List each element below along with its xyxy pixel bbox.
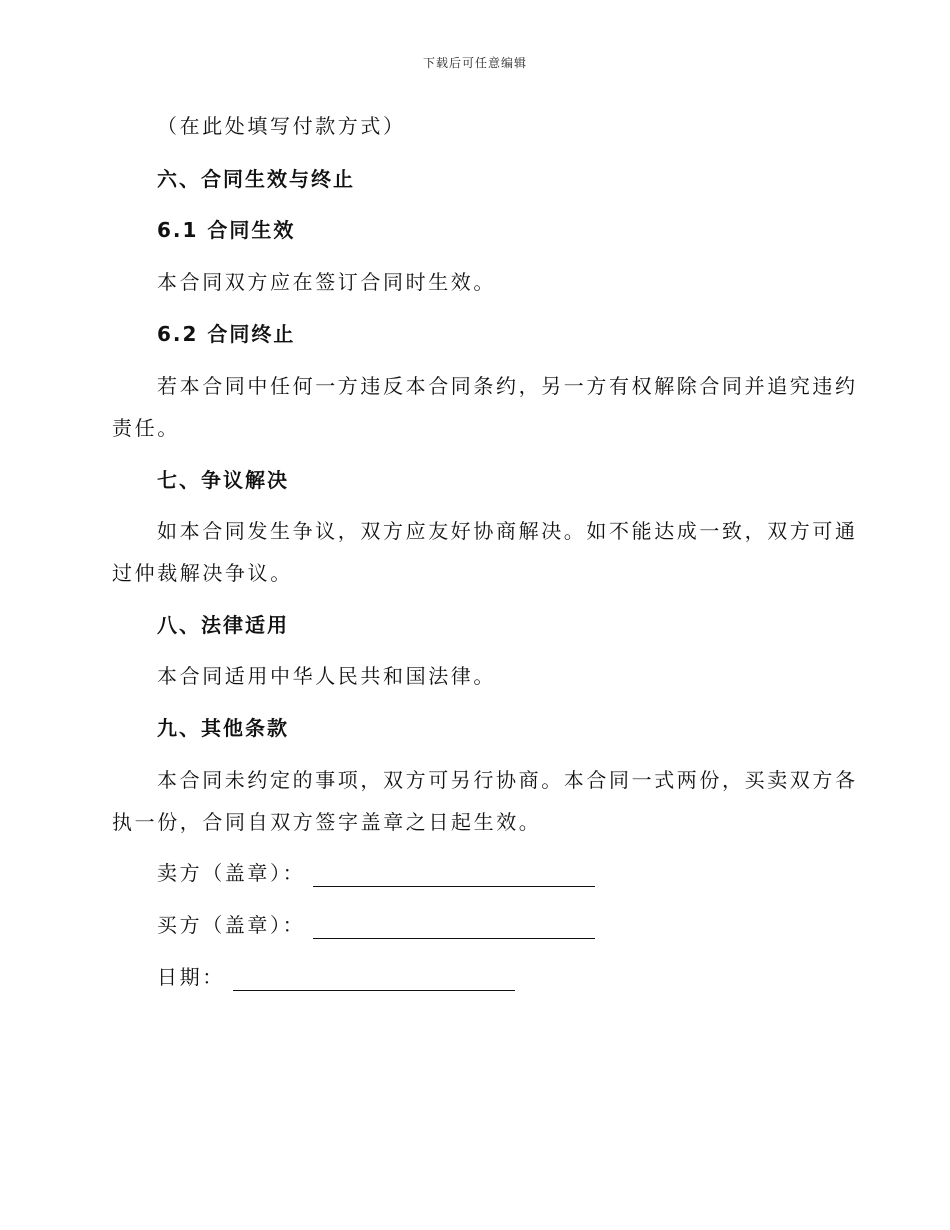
buyer-signature-line[interactable] (313, 916, 595, 939)
section-8-heading: 八、法律适用 (157, 613, 289, 637)
clause-6-2-text-line-2: 责任。 (112, 416, 180, 440)
buyer-signature-row (157, 911, 595, 939)
section-7-text-line-1: 如本合同发生争议，双方应友好协商解决。如不能达成一致，双方可通 (157, 519, 858, 543)
date-label: 日期： (157, 965, 225, 989)
section-6-heading: 六、合同生效与终止 (157, 167, 355, 191)
section-9-heading: 九、其他条款 (157, 716, 289, 740)
clause-6-2-text-line-1: 若本合同中任何一方违反本合同条约，另一方有权解除合同并追究违约 (157, 374, 858, 398)
page-header: 下载后可任意编辑 (422, 56, 527, 70)
section-9-text-line-1: 本合同未约定的事项，双方可另行协商。本合同一式两份，买卖双方各 (157, 768, 858, 792)
clause-6-2-heading: 6.2 合同终止 (157, 322, 296, 346)
seller-signature-row (157, 859, 595, 887)
section-7-heading: 七、争议解决 (157, 468, 289, 492)
seller-signature-line[interactable] (313, 864, 595, 887)
payment-method-placeholder: （在此处填写付款方式） (157, 114, 406, 138)
clause-6-1-text: 本合同双方应在签订合同时生效。 (157, 270, 496, 294)
date-line[interactable] (233, 968, 515, 991)
clause-6-1-heading: 6.1 合同生效 (157, 218, 296, 242)
buyer-signature-label: 买方（盖章）： (157, 913, 306, 937)
date-row (157, 963, 515, 991)
seller-signature-label: 卖方（盖章）： (157, 861, 306, 885)
section-9-text-line-2: 执一份，合同自双方签字盖章之日起生效。 (112, 810, 542, 834)
section-7-text-line-2: 过仲裁解决争议。 (112, 561, 293, 585)
section-8-text: 本合同适用中华人民共和国法律。 (157, 664, 496, 688)
